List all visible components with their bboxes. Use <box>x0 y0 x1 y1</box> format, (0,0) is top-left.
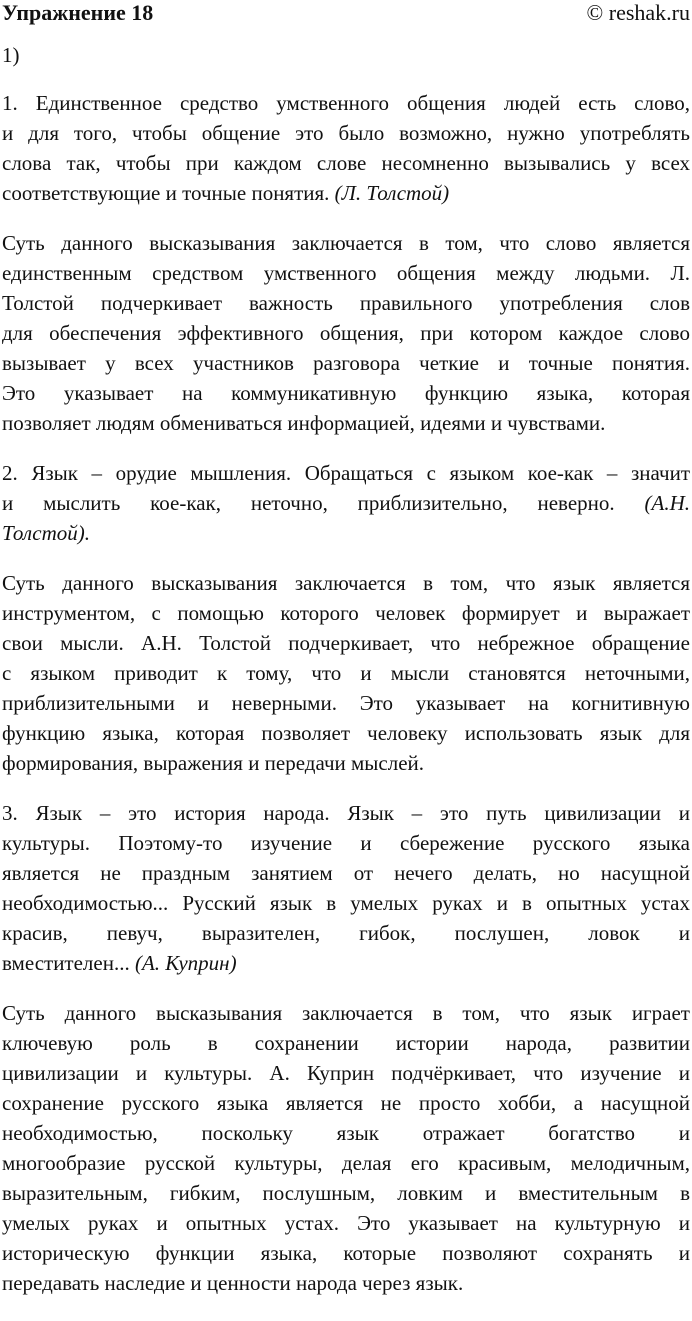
line-text: Толстой подчеркивает важность правильного употребления слов <box>2 291 690 315</box>
line-text: необходимостью... Русский язык в умелых руках и в опытных устах <box>2 891 690 915</box>
document-body <box>2 88 690 1318</box>
line-text: единственным средством умственного общения между людьми. Л. <box>2 261 690 285</box>
paragraph <box>2 88 690 208</box>
line-text: свои мысли. А.Н. Толстой подчеркивает, что небрежное обращение <box>2 631 690 655</box>
line-text: передавать наследие и ценности народа через язык. <box>2 1271 464 1295</box>
text-line <box>2 1058 690 1088</box>
line-text: цивилизации и культуры. А. Куприн подчёркивает, что изучение и <box>2 1061 690 1085</box>
paragraph <box>2 798 690 978</box>
text-line <box>2 1088 690 1118</box>
line-text: и мыслить кое-как, неточно, приблизительно, неверно. <box>2 491 645 515</box>
text-line <box>2 228 690 258</box>
line-text: Это указывает на коммуникативную функцию языка, которая <box>2 381 690 405</box>
text-line <box>2 1178 690 1208</box>
line-text: Суть данного высказывания заключается в том, что слово является <box>2 231 690 255</box>
line-text: 2. Язык – орудие мышления. Обращаться с языком кое-как – значит <box>2 461 690 485</box>
paragraph <box>2 458 690 548</box>
text-line <box>2 118 690 148</box>
text-line <box>2 408 690 438</box>
text-line <box>2 458 690 488</box>
text-line <box>2 1268 690 1298</box>
page-header <box>0 0 692 40</box>
text-line <box>2 828 690 858</box>
quote-author: (А.Н. <box>644 491 690 515</box>
line-text: вызывает у всех участников разговора четкие и точные понятия. <box>2 351 690 375</box>
text-line <box>2 518 690 548</box>
text-line <box>2 858 690 888</box>
text-line <box>2 148 690 178</box>
line-text: является не праздным занятием от нечего делать, но насущной <box>2 861 690 885</box>
task-number: 1) <box>2 43 20 67</box>
line-text: красив, певуч, выразителен, гибок, послушен, ловок и <box>2 921 690 945</box>
text-line <box>2 1238 690 1268</box>
text-line <box>2 718 690 748</box>
text-line <box>2 888 690 918</box>
line-text: 3. Язык – это история народа. Язык – это путь цивилизации и <box>2 801 690 825</box>
text-line <box>2 288 690 318</box>
line-text: соответствующие и точные понятия. <box>2 181 335 205</box>
line-text: формирования, выражения и передачи мыслей. <box>2 751 425 775</box>
text-line <box>2 948 690 978</box>
line-text: функцию языка, которая позволяет человеку использовать язык для <box>2 721 690 745</box>
line-text: позволяет людям обмениваться информацией, идеями и чувствами. <box>2 411 606 435</box>
quote-author: (Л. Толстой) <box>334 181 450 205</box>
line-text: необходимостью, поскольку язык отражает богатство и <box>2 1121 690 1145</box>
paragraph <box>2 228 690 438</box>
line-text: многообразие русской культуры, делая его красивым, мелодичным, <box>2 1151 690 1175</box>
text-line <box>2 258 690 288</box>
line-text: 1. Единственное средство умственного общения людей есть слово, <box>2 91 690 115</box>
line-text: слова так, чтобы при каждом слове несомненно вызывались у всех <box>2 151 690 175</box>
copyright: © reshak.ru <box>586 0 690 25</box>
paragraph <box>2 998 690 1298</box>
text-line <box>2 88 690 118</box>
line-text: и для того, чтобы общение это было возможно, нужно употреблять <box>2 121 690 145</box>
text-line <box>2 628 690 658</box>
text-line <box>2 598 690 628</box>
line-text: Суть данного высказывания заключается в том, что язык является <box>2 571 690 595</box>
line-text: приблизительными и неверными. Это указывает на когнитивную <box>2 691 690 715</box>
text-line <box>2 488 690 518</box>
line-text: инструментом, с помощью которого человек формирует и выражает <box>2 601 690 625</box>
text-line <box>2 318 690 348</box>
line-text: сохранение русского языка является не просто хобби, а насущной <box>2 1091 690 1115</box>
text-line <box>2 378 690 408</box>
exercise-title: Упражнение 18 <box>2 0 154 25</box>
text-line <box>2 1208 690 1238</box>
text-line <box>2 1028 690 1058</box>
line-text: с языком приводит к тому, что и мысли становятся неточными, <box>2 661 690 685</box>
text-line <box>2 1148 690 1178</box>
line-text: для обеспечения эффективного общения, при котором каждое слово <box>2 321 690 345</box>
text-line <box>2 178 690 208</box>
line-text: умелых руках и опытных устах. Это указывает на культурную и <box>2 1211 690 1235</box>
line-text: историческую функции языка, которые позволяют сохранять и <box>2 1241 690 1265</box>
text-line <box>2 798 690 828</box>
text-line <box>2 688 690 718</box>
text-line <box>2 568 690 598</box>
line-text: культуры. Поэтому-то изучение и сбережение русского языка <box>2 831 690 855</box>
text-line <box>2 998 690 1028</box>
quote-author: (А. Куприн) <box>134 951 237 975</box>
line-text: Суть данного высказывания заключается в том, что язык играет <box>2 1001 690 1025</box>
text-line <box>2 658 690 688</box>
line-text: выразительным, гибким, послушным, ловким и вместительным в <box>2 1181 690 1205</box>
line-text: ключевую роль в сохранении истории народа, развитии <box>2 1031 690 1055</box>
text-line <box>2 1118 690 1148</box>
text-line <box>2 918 690 948</box>
quote-author: Толстой). <box>2 521 91 545</box>
paragraph <box>2 568 690 778</box>
line-text: вместителен... <box>2 951 135 975</box>
text-line <box>2 748 690 778</box>
text-line <box>2 348 690 378</box>
